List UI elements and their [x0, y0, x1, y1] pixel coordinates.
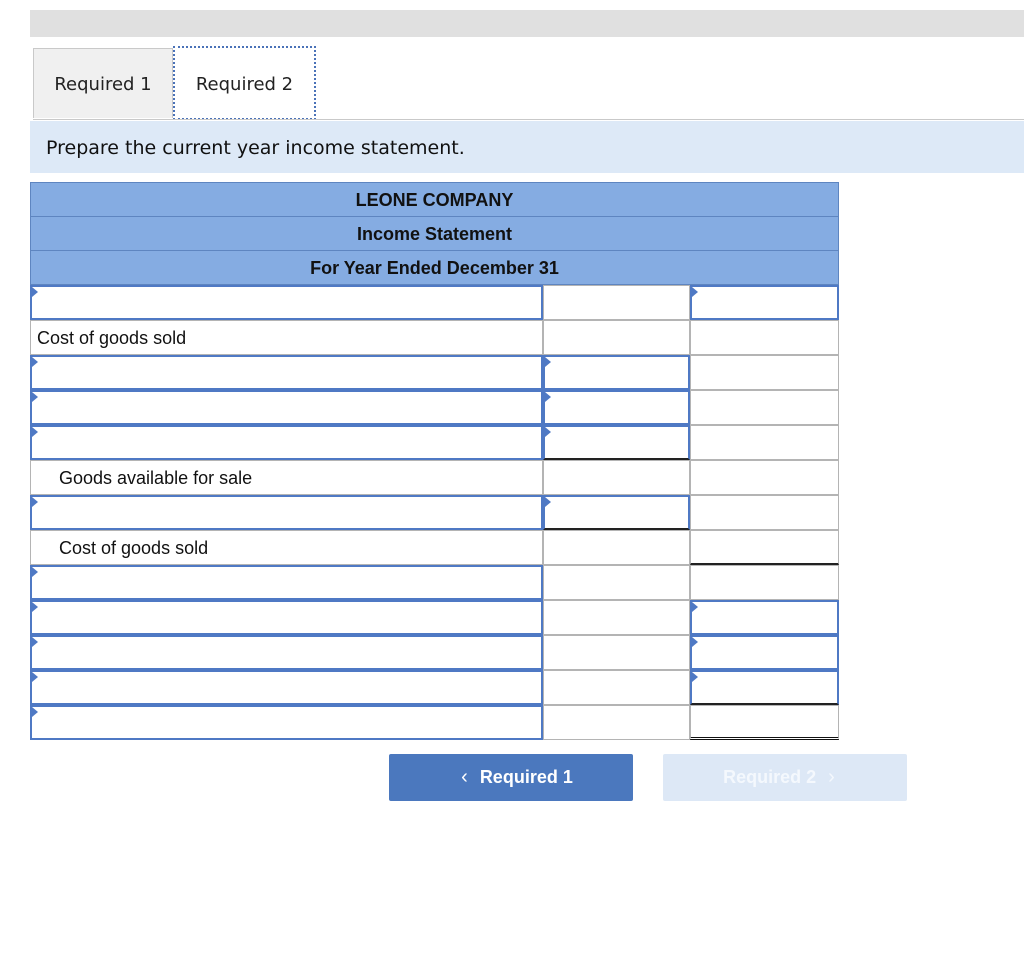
statement-period: For Year Ended December 31	[30, 250, 839, 285]
total-input[interactable]	[690, 600, 839, 635]
table-row	[30, 460, 839, 495]
amount-cell	[543, 285, 690, 320]
table-row	[30, 320, 839, 355]
amount-input[interactable]	[543, 425, 690, 460]
amount-input[interactable]	[543, 495, 690, 530]
table-row	[30, 355, 839, 390]
row-label: Cost of goods sold	[30, 530, 543, 565]
total-cell	[690, 565, 839, 600]
account-select[interactable]	[30, 355, 543, 390]
table-row	[30, 425, 839, 460]
total-input[interactable]	[690, 670, 839, 705]
chevron-right-icon: ›	[828, 766, 835, 788]
tab-required-1[interactable]: Required 1	[33, 48, 173, 118]
amount-input[interactable]	[543, 390, 690, 425]
total-input[interactable]	[690, 285, 839, 320]
total-cell	[690, 425, 839, 460]
amount-input[interactable]	[543, 355, 690, 390]
total-cell	[690, 705, 839, 740]
amount-cell	[543, 460, 690, 495]
chevron-left-icon: ‹	[461, 766, 468, 788]
account-select[interactable]	[30, 285, 543, 320]
total-cell	[690, 320, 839, 355]
previous-button[interactable]	[389, 754, 633, 801]
company-name: LEONE COMPANY	[30, 182, 839, 216]
amount-cell	[543, 705, 690, 740]
table-row	[30, 565, 839, 600]
table-row	[30, 635, 839, 670]
account-select[interactable]	[30, 705, 543, 740]
total-cell	[690, 390, 839, 425]
instructions: Prepare the current year income statement.	[30, 121, 1024, 173]
tab-divider	[33, 119, 1024, 120]
previous-button-label: Required 1	[479, 767, 573, 787]
account-select[interactable]	[30, 565, 543, 600]
account-select[interactable]	[30, 495, 543, 530]
account-select[interactable]	[30, 390, 543, 425]
amount-cell	[543, 565, 690, 600]
next-button[interactable]	[663, 754, 907, 801]
table-row	[30, 530, 839, 565]
income-statement-table	[30, 182, 839, 740]
table-row	[30, 390, 839, 425]
tab-required-2[interactable]: Required 2	[173, 46, 316, 120]
total-cell	[690, 355, 839, 390]
amount-cell	[543, 600, 690, 635]
table-row	[30, 285, 839, 320]
tab-bar	[33, 48, 1024, 120]
statement-title: Income Statement	[30, 216, 839, 250]
row-label: Cost of goods sold	[30, 320, 543, 355]
amount-cell	[543, 320, 690, 355]
top-bar	[30, 10, 1024, 37]
amount-cell	[543, 670, 690, 705]
account-select[interactable]	[30, 600, 543, 635]
total-cell	[690, 460, 839, 495]
table-row	[30, 600, 839, 635]
total-cell	[690, 495, 839, 530]
amount-cell	[543, 635, 690, 670]
amount-cell	[543, 530, 690, 565]
row-label: Goods available for sale	[30, 460, 543, 495]
next-button-label: Required 2	[723, 767, 817, 787]
total-input[interactable]	[690, 635, 839, 670]
table-row	[30, 495, 839, 530]
table-row	[30, 670, 839, 705]
total-cell	[690, 530, 839, 565]
account-select[interactable]	[30, 425, 543, 460]
account-select[interactable]	[30, 670, 543, 705]
table-row	[30, 705, 839, 740]
account-select[interactable]	[30, 635, 543, 670]
